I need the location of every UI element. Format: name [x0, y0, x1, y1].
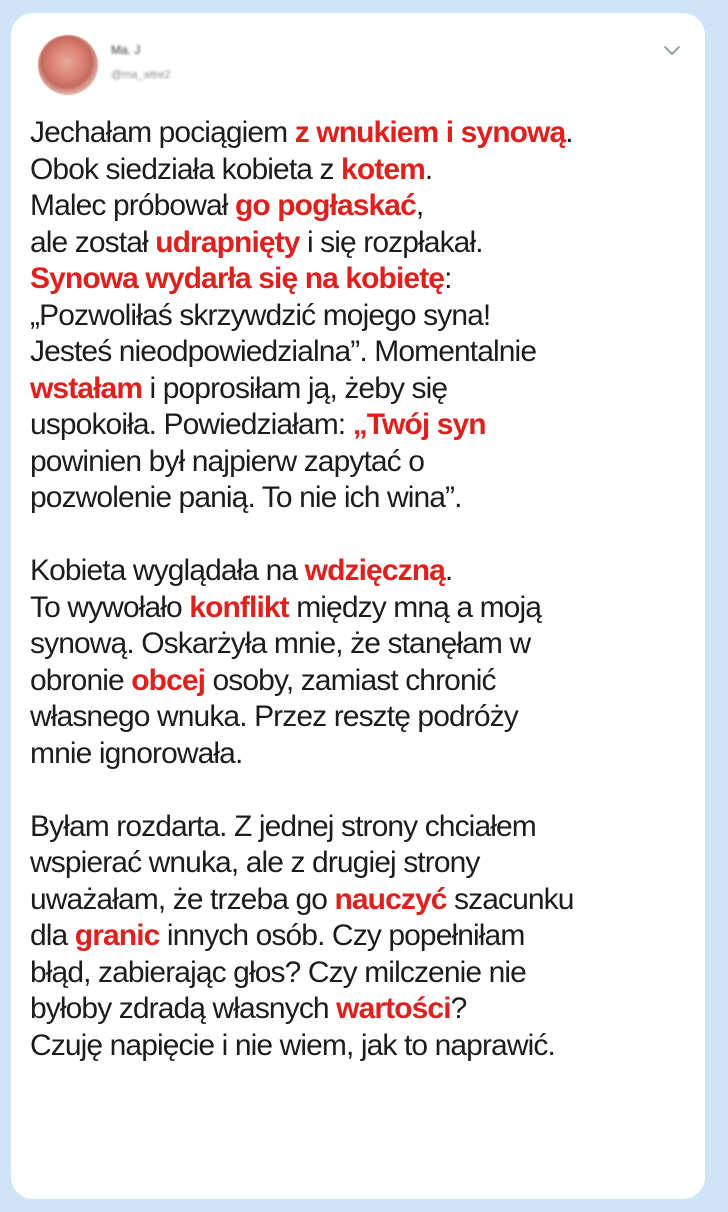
text-segment: i poprosiłam ją, żeby się: [142, 371, 448, 405]
tweet-line: [30, 699, 690, 736]
tweet-line: [30, 590, 690, 627]
text-segment: Jesteś nieodpowiedzialna”. Momentalnie: [30, 335, 537, 368]
highlighted-text: Synowa wydarła się na kobietę: [30, 262, 445, 295]
highlighted-text: udrapnięty: [155, 225, 300, 259]
text-segment: własnego wnuka. Przez resztę podróży: [30, 700, 518, 733]
text-segment: powinien był najpierw zapytać o: [30, 444, 425, 478]
highlighted-text: wartości: [336, 992, 451, 1025]
tweet-line: [30, 991, 690, 1028]
text-segment: ,: [415, 189, 424, 222]
tweet-line: [30, 334, 690, 371]
tweet-line: [30, 955, 690, 992]
highlighted-text: z wnukiem i synową: [294, 116, 566, 149]
tweet-line: [30, 809, 690, 846]
tweet-line: [30, 261, 690, 298]
text-segment: obronie: [30, 663, 132, 697]
text-segment: „Pozwoliłaś skrzywdzić mojego syna!: [30, 298, 491, 332]
text-segment: innych osób. Czy popełniłam: [159, 919, 525, 952]
text-segment: pozwolenie panią. To nie ich wina”.: [30, 481, 462, 514]
highlighted-text: go pogłaskać: [234, 189, 416, 222]
text-segment: .: [444, 554, 453, 587]
text-segment: byłoby zdradą własnych: [30, 992, 337, 1025]
text-segment: synową. Oskarżyła mnie, że stanęłam w: [30, 627, 531, 660]
text-segment: błąd, zabierając głos? Czy milczenie nie: [30, 955, 526, 989]
text-segment: dla: [30, 919, 75, 952]
author-name[interactable]: Ma. J: [111, 43, 141, 57]
text-segment: uważałam, że trzeba go: [30, 882, 335, 916]
text-segment: uspokoiła. Powiedziałam:: [30, 408, 353, 441]
text-segment: .: [565, 116, 573, 149]
text-segment: między mną a moją: [288, 590, 541, 624]
tweet-line: [30, 918, 690, 955]
tweet-line: [30, 626, 690, 663]
text-segment: ?: [450, 992, 467, 1025]
chevron-down-icon[interactable]: [663, 45, 681, 57]
tweet-line: [30, 225, 690, 262]
tweet-line: [30, 371, 690, 408]
text-segment: szacunku: [446, 882, 574, 916]
tweet-line: [30, 845, 690, 882]
text-segment: osoby, zamiast chronić: [205, 663, 496, 697]
text-segment: Obok siedziała kobieta z: [30, 152, 342, 186]
text-segment: mnie ignorowała.: [30, 736, 243, 770]
tweet-line: [30, 553, 690, 590]
text-segment: ale został: [30, 225, 156, 259]
text-segment: Kobieta wyglądała na: [30, 554, 305, 587]
highlighted-text: nauczyć: [334, 882, 447, 916]
text-segment: Jechałam pociągiem: [30, 116, 295, 149]
tweet-line: [30, 152, 690, 189]
tweet-line: [30, 736, 690, 773]
highlighted-text: obcej: [131, 663, 206, 697]
tweet-line: [30, 1028, 690, 1065]
avatar[interactable]: [38, 35, 98, 95]
highlighted-text: granic: [74, 919, 160, 952]
tweet-line: [30, 298, 690, 335]
highlighted-text: wstałam: [30, 371, 143, 405]
paragraph-gap: [30, 772, 690, 809]
text-segment: .: [424, 152, 433, 186]
highlighted-text: kotem: [341, 152, 425, 186]
tweet-line: [30, 188, 690, 225]
tweet-line: [30, 444, 690, 481]
text-segment: wspierać wnuka, ale z drugiej strony: [30, 846, 480, 879]
tweet-line: [30, 115, 690, 152]
text-segment: :: [444, 262, 452, 295]
text-segment: Malec próbował: [30, 189, 235, 222]
text-segment: To wywołało: [30, 590, 190, 624]
highlighted-text: konflikt: [189, 590, 289, 624]
highlighted-text: „Twój syn: [352, 408, 486, 441]
tweet-line: [30, 882, 690, 919]
paragraph-gap: [30, 517, 690, 554]
text-segment: i się rozpłakał.: [299, 225, 483, 259]
tweet-line: [30, 407, 690, 444]
text-segment: Byłam rozdarta. Z jednej strony chciałem: [30, 809, 536, 843]
tweet-text: [30, 115, 690, 1064]
tweet-card: [11, 13, 705, 1199]
text-segment: Czuję napięcie i nie wiem, jak to naprawić.: [30, 1028, 555, 1062]
highlighted-text: wdzięczną: [304, 554, 445, 587]
tweet-line: [30, 480, 690, 517]
author-handle[interactable]: @ma_wtre2: [111, 69, 171, 81]
tweet-line: [30, 663, 690, 700]
